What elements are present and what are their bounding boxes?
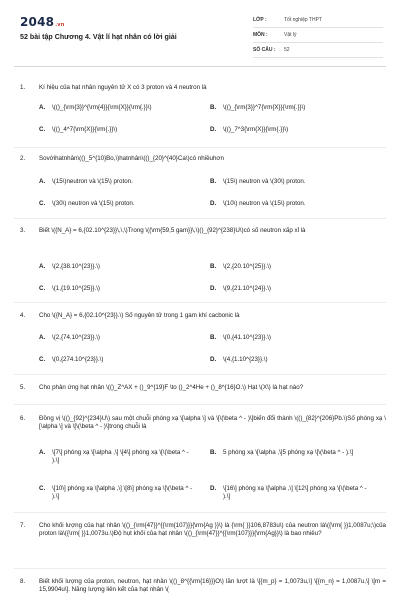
logo-text: 2048: [20, 15, 55, 29]
option-text: \(1,{19.10^{25}}.\): [52, 285, 100, 292]
question-number: 4.: [20, 312, 26, 319]
question-text: Cho \({N_A} = 6,{02.10^{23}}.\) Số nguyên tử trong 1 gam khí cacbonic là: [39, 312, 240, 319]
question-number: 8.: [20, 578, 26, 585]
question-number: 5.: [20, 384, 26, 391]
question-text: Cho khối lượng của hạt nhân \(()_{\rm{47}}^{{\rm{107}}}{\rm{Ag }}\) là {\rm{ }}106,8783u\) của neutron là\({\rm{ }}1,0087u;\)của proton là\({\rm{ }}1,0073u.\)Độ hụt khối của hạt nhân \(()_{\rm{47}}^{{\rm{107}}}{\rm{Ag}}\) là bao nhiêu?: [39, 522, 386, 538]
option-letter: C.: [39, 200, 46, 207]
logo-suffix: .vn: [55, 22, 65, 28]
meta-value: 52: [284, 46, 290, 53]
option-text: \(15\)neutron và \(15\) proton.: [52, 178, 133, 185]
question-6: [20, 415, 386, 515]
option-letter: B.: [210, 178, 217, 185]
option-text: \(()_7^3{\rm{X}}{\rm{.}}\): [223, 126, 289, 133]
option-letter: C.: [39, 356, 46, 363]
question-divider: [14, 568, 386, 569]
question-4: [20, 312, 386, 368]
option-text: \(()_{\rm{3}}^7{\rm{X}}{\rm{.}}\): [223, 104, 306, 111]
option-letter: D.: [210, 285, 217, 292]
option-letter: B.: [210, 449, 217, 456]
option-text: \(9,{21.10^{24}}.\): [223, 285, 271, 292]
option-letter: A.: [39, 104, 46, 111]
document-title: 52 bài tập Chương 4. Vật lí hạt nhân có lời giải: [20, 33, 177, 41]
question-divider: [14, 147, 386, 148]
option-letter: A.: [39, 178, 46, 185]
question-number: 2.: [20, 155, 26, 162]
question-divider: [14, 374, 386, 375]
question-3: [20, 227, 386, 295]
question-text: Biết \({N_A} = 6,{02.10^{23}}\,\,\)Trong \({\rm{59,5 gam}}\,\)()_{92}^{238}U\)có số neutron xấp xỉ là: [39, 227, 306, 234]
option-letter: B.: [210, 263, 217, 270]
meta-label: SỐ CÂU :: [253, 46, 276, 53]
meta-label: LỚP :: [253, 16, 267, 23]
question-7: [20, 522, 386, 558]
option-letter: D.: [210, 356, 217, 363]
question-divider: [14, 404, 386, 405]
option-letter: A.: [39, 263, 46, 270]
option-text: \(2,{20.10^{25}}.\): [223, 263, 271, 270]
option-letter: A.: [39, 334, 46, 341]
option-text: 5 phóng xạ \[\alpha ,\]5 phóng xạ \[\(\beta ^ - ).\]: [223, 449, 354, 456]
question-text: Kí hiệu của hạt nhân nguyên tử X có 3 proton và 4 neutron là: [39, 84, 207, 91]
meta-value: Vật lý: [284, 31, 297, 38]
question-text: Đồng vị \(()_{92}^{234}U\) sau một chuỗi phóng xạ \[\alpha \] và \[\(\beta ^ - )\]biến đổi thành \(()_{82}^{206}Pb.\)Số phóng xạ \[\alpha \] và \[\(\beta ^ - )\]trong chuỗi là: [39, 415, 386, 431]
question-text: Cho phản ứng hạt nhân \(()_Z^AX + ()_9^{19}F \to ()_2^4He + ()_8^{16}O.\) Hạt \(X\) là hạt nào?: [39, 384, 304, 391]
option-letter: C.: [39, 126, 46, 133]
question-5: [20, 384, 386, 396]
option-text: \[10\] phóng xạ \[\alpha ,\] \[8\] phóng xạ \[\(\beta ^ - ).\]: [52, 485, 193, 501]
option-text: \(0,{41.10^{23}}.\): [223, 334, 271, 341]
option-text: \(15\) neutron và \(30\) proton.: [223, 178, 306, 185]
question-8: [20, 578, 386, 600]
question-text: Sovớihatnhân\(()_5^{10}Bo,\)hatnhân\(()_{20}^{40}Ca\)có nhiềuhơn: [39, 155, 224, 162]
option-letter: D.: [210, 485, 217, 492]
question-divider: [14, 302, 386, 303]
option-letter: D.: [210, 126, 217, 133]
question-1: [20, 84, 386, 140]
option-letter: B.: [210, 104, 217, 111]
option-text: \(0,{274.10^{23}}.\): [52, 356, 104, 363]
option-letter: B.: [210, 334, 217, 341]
option-letter: C.: [39, 285, 46, 292]
option-text: \(()_{\rm{3}}^{\rm{4}}{\rm{X}}{\rm{.}}\): [52, 104, 152, 111]
option-letter: C.: [39, 485, 46, 492]
question-number: 3.: [20, 227, 26, 234]
question-divider: [14, 512, 386, 513]
option-text: \(4,{1.10^{23}}.\): [223, 356, 268, 363]
option-text: \(2,{38.10^{23}}.\): [52, 263, 100, 270]
meta-value: Tốt nghiệp THPT: [284, 16, 322, 23]
question-number: 7.: [20, 522, 26, 529]
question-2: [20, 155, 386, 211]
question-text: Biết khối lượng của proton, neutron, hạt nhân \(()_8^{{\rm{16}}}O\) lần lượt là \[{m_p} = 1,0073u,\] \[{m_n} = 1,0087u,\] \[m = 15,9904u\]. Năng lượng liên kết của hạt nhân \(: [39, 578, 386, 594]
option-text: \[16\] phóng xạ \[\alpha ,\] \[12\] phóng xạ \[\(\beta ^ - ).\]: [223, 485, 367, 501]
option-text: \(10\) neutron và \(15\) proton.: [223, 200, 306, 207]
question-number: 6.: [20, 415, 26, 422]
option-letter: D.: [210, 200, 217, 207]
option-text: \[7\] phóng xạ \[\alpha ,\] \[4\] phóng xạ \[\(\beta ^ - ).\]: [52, 449, 189, 465]
question-divider: [14, 218, 386, 219]
meta-label: MÔN :: [253, 31, 268, 38]
option-text: \(()_4^7{\rm{X}}{\rm{.}}\): [52, 126, 118, 133]
option-text: \(2,{74.10^{23}}.\): [52, 334, 100, 341]
option-text: \(30\) neutron và \(15\) proton.: [52, 200, 135, 207]
option-letter: A.: [39, 449, 46, 456]
question-number: 1.: [20, 84, 26, 91]
